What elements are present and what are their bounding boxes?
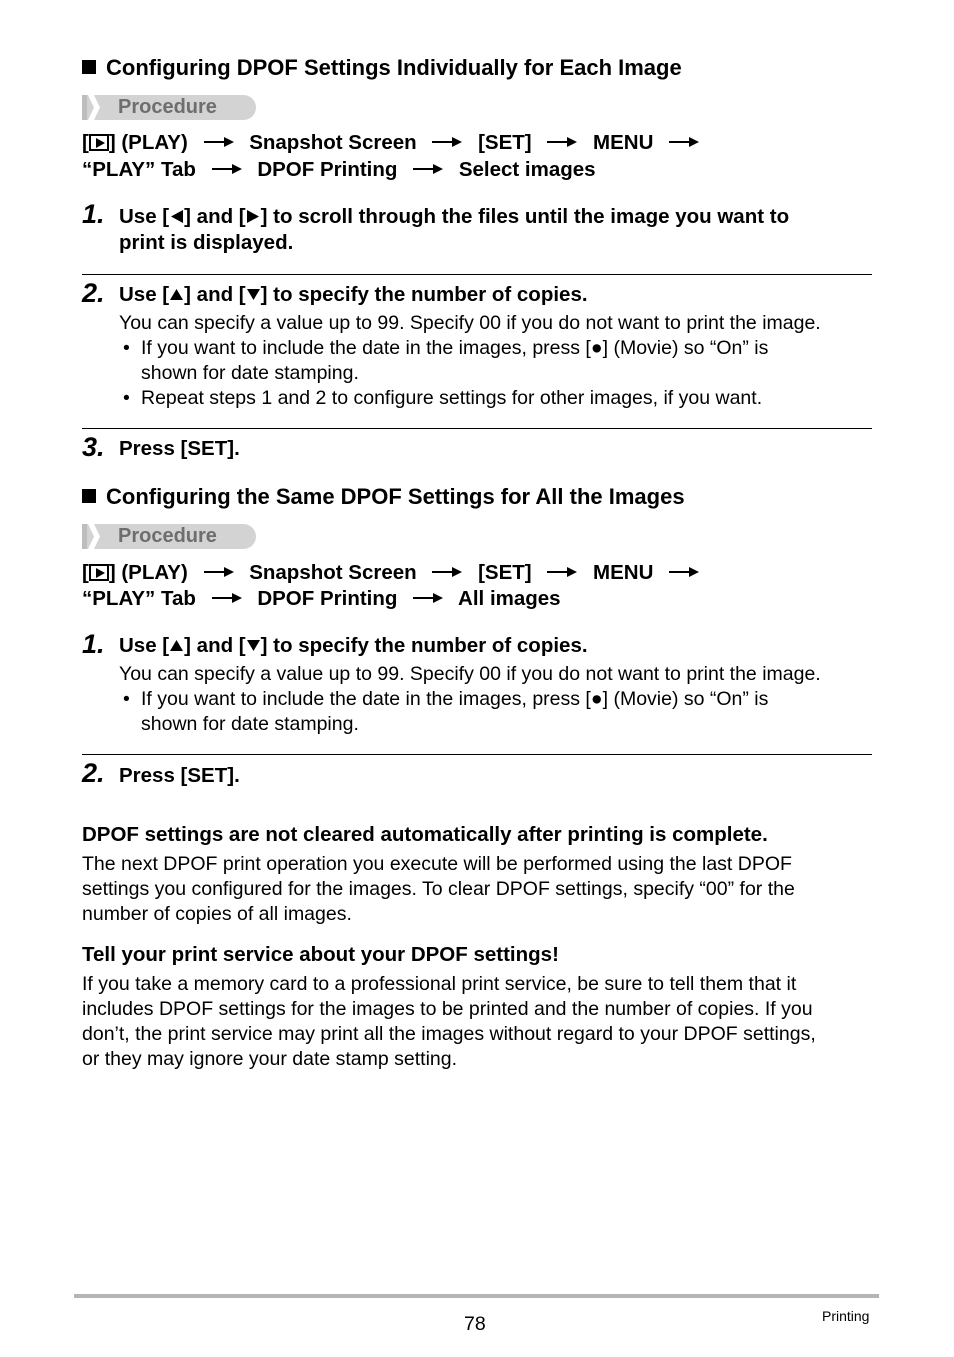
navigation-path-line2: “PLAY” Tab DPOF Printing All images xyxy=(82,587,561,610)
square-bullet-icon xyxy=(82,489,96,503)
right-triangle-icon xyxy=(246,209,261,224)
play-icon xyxy=(89,134,109,151)
note-heading: Tell your print service about your DPOF settings! xyxy=(82,943,559,966)
section-title: Configuring DPOF Settings Individually for Each Image xyxy=(82,55,682,81)
procedure-label: Procedure xyxy=(82,524,256,549)
square-bullet-icon xyxy=(82,60,96,74)
down-triangle-icon xyxy=(246,638,261,653)
footer-divider xyxy=(74,1294,879,1298)
note-body: If you take a memory card to a professional print service, be sure to tell them that it includes DPOF settings for the images to be printed and the number of copies. If you don’t, the print service may print all the images without regard to your DPOF settings, or they may ignore your date stamp setting. xyxy=(82,973,816,1070)
right-arrow-icon xyxy=(212,593,242,603)
right-arrow-icon xyxy=(204,137,234,147)
step-number: 1. xyxy=(82,629,105,659)
footer-section-label: Printing xyxy=(822,1308,870,1324)
step-instruction: Press [SET]. xyxy=(119,764,240,787)
step-body: You can specify a value up to 99. Specify 00 if you do not want to print the image. xyxy=(119,312,821,334)
navigation-path-line2: “PLAY” Tab DPOF Printing Select images xyxy=(82,158,596,181)
divider xyxy=(82,274,872,275)
divider xyxy=(82,428,872,429)
note-heading: DPOF settings are not cleared automatically after printing is complete. xyxy=(82,823,768,846)
left-triangle-icon xyxy=(169,209,184,224)
step-instruction: Use [ ] and [ ] to specify the number of copies. xyxy=(119,283,588,306)
down-triangle-icon xyxy=(246,287,261,302)
step-instruction: Use [ ] and [ ] to specify the number of copies. xyxy=(119,634,588,657)
right-arrow-icon xyxy=(212,164,242,174)
step-number: 2. xyxy=(82,278,105,308)
right-arrow-icon xyxy=(413,593,443,603)
step-number: 3. xyxy=(82,432,105,462)
right-arrow-icon xyxy=(547,137,577,147)
procedure-tab-icon xyxy=(82,524,106,549)
procedure-tab-icon xyxy=(82,95,106,120)
up-triangle-icon xyxy=(169,638,184,653)
step-body: You can specify a value up to 99. Specify 00 if you do not want to print the image. xyxy=(119,663,821,685)
step-instruction: Use [ ] and [ ] to scroll through the files until the image you want to print is displayed. xyxy=(119,205,790,254)
play-icon xyxy=(89,564,109,581)
right-arrow-icon xyxy=(547,567,577,577)
step-instruction: Press [SET]. xyxy=(119,437,240,460)
right-arrow-icon xyxy=(204,567,234,577)
navigation-path-line1: [ ] (PLAY) Snapshot Screen [SET] MENU xyxy=(82,559,709,586)
procedure-label: Procedure xyxy=(82,95,256,120)
note-body: The next DPOF print operation you execute will be performed using the last DPOF settings you configured for the images. To clear DPOF settings, specify “00” for the number of copies of all images. xyxy=(82,853,795,925)
section-title: Configuring the Same DPOF Settings for All the Images xyxy=(82,484,685,510)
right-arrow-icon xyxy=(413,164,443,174)
step-number: 1. xyxy=(82,199,105,229)
divider xyxy=(82,754,872,755)
page-number: 78 xyxy=(464,1313,486,1335)
right-arrow-icon xyxy=(669,137,699,147)
navigation-path-line1: [ ] (PLAY) Snapshot Screen [SET] MENU xyxy=(82,129,709,156)
right-arrow-icon xyxy=(432,137,462,147)
step-number: 2. xyxy=(82,758,105,788)
right-arrow-icon xyxy=(669,567,699,577)
up-triangle-icon xyxy=(169,287,184,302)
right-arrow-icon xyxy=(432,567,462,577)
